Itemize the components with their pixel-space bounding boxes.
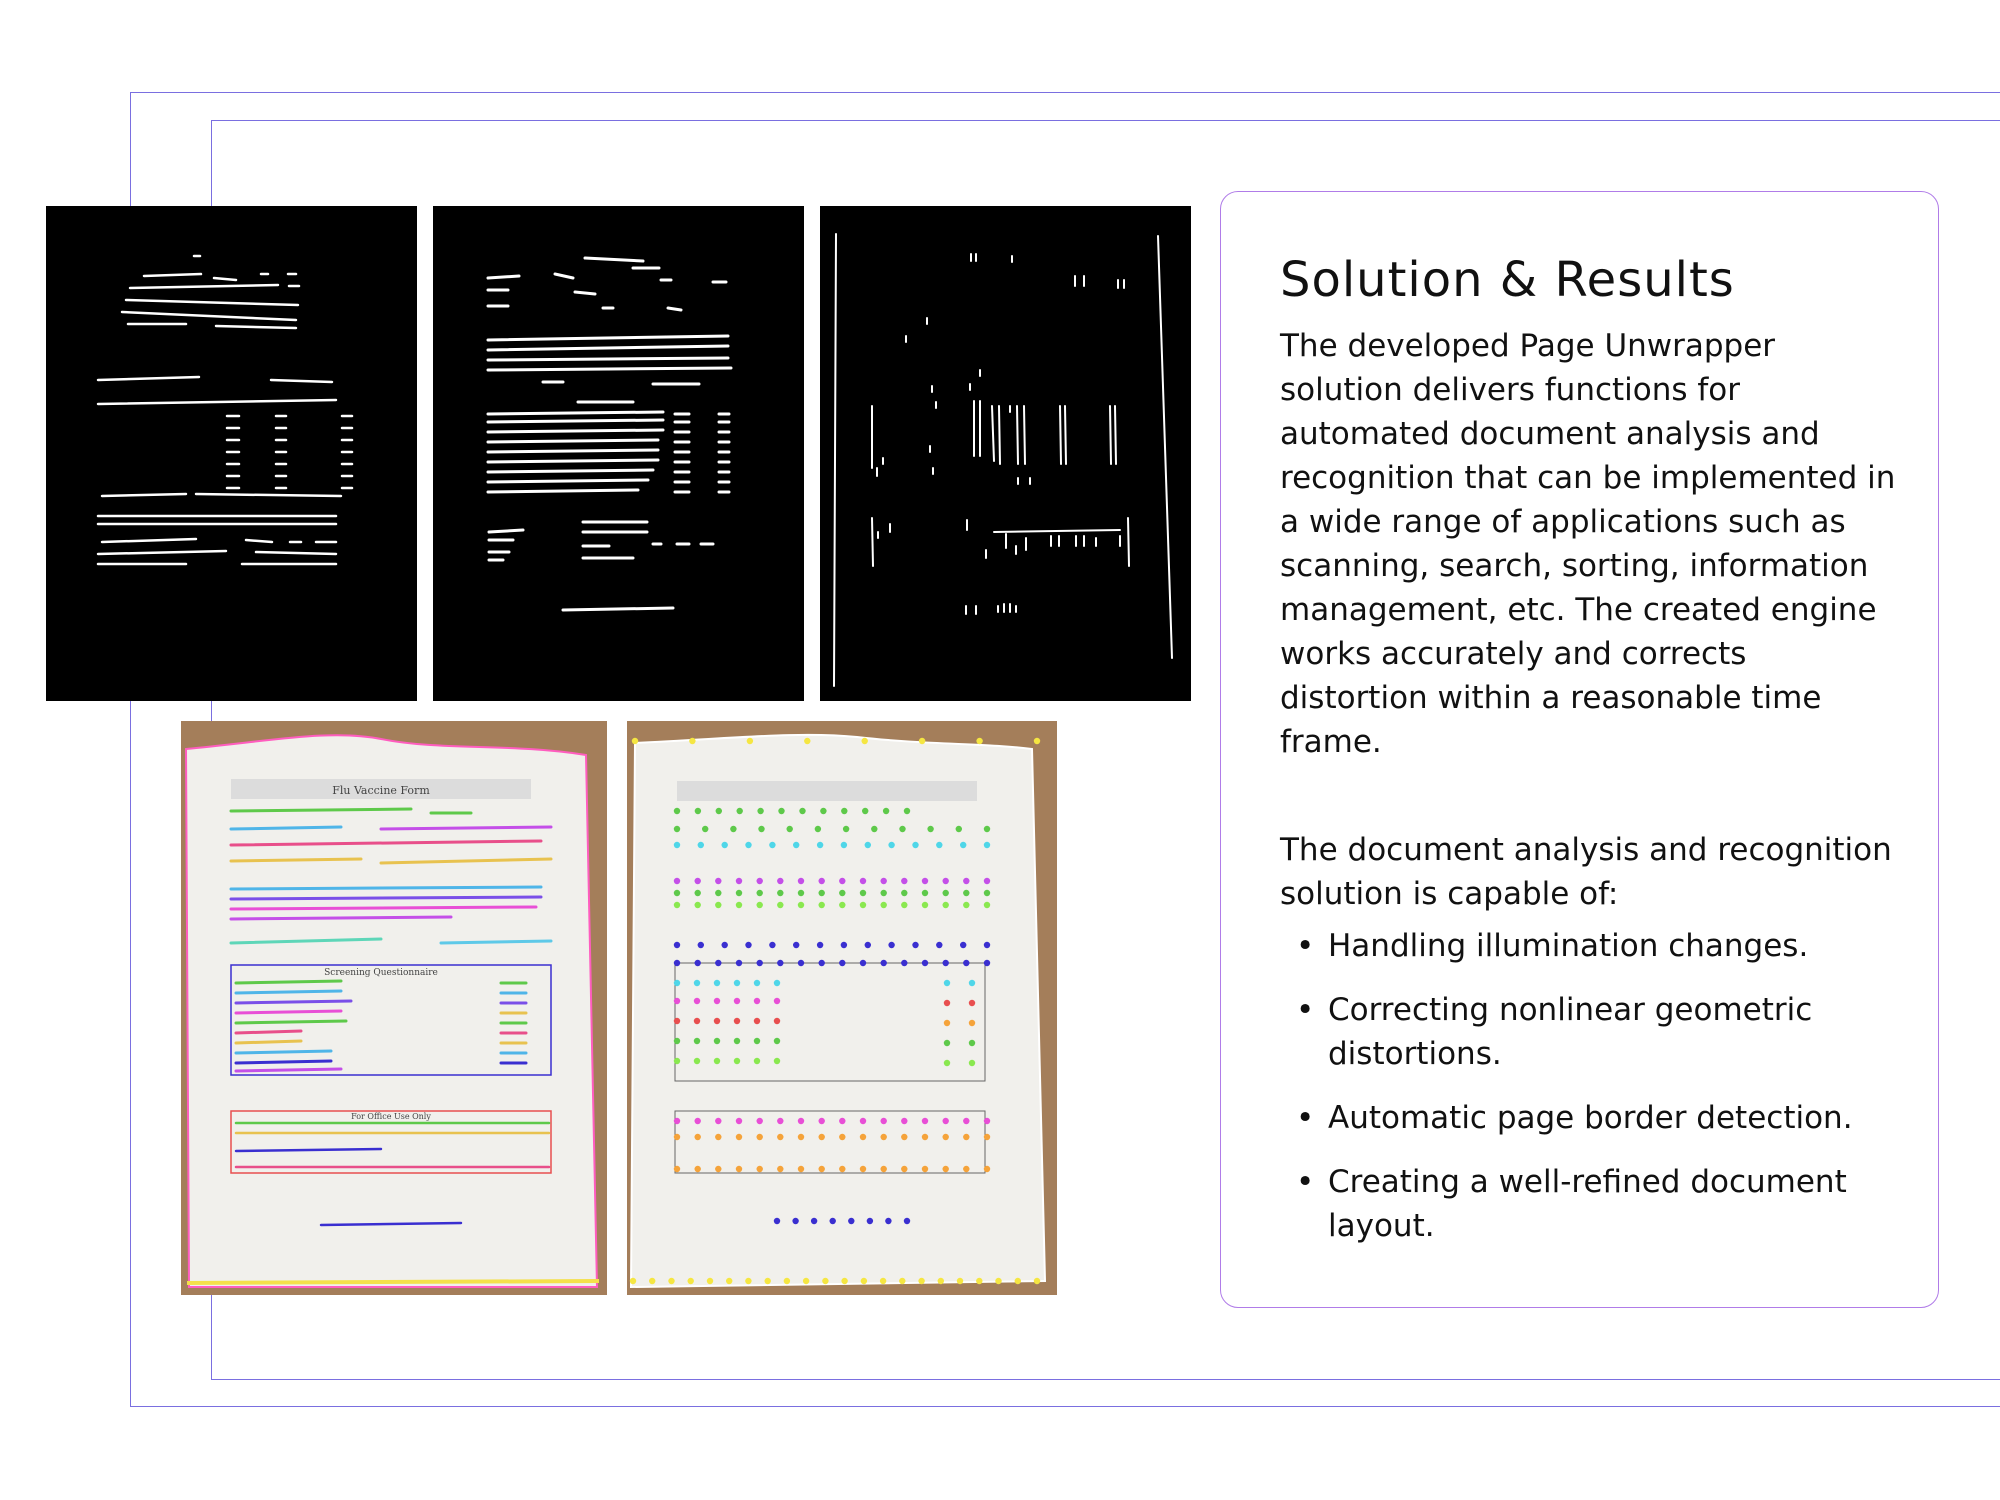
keypoint-dot [860, 890, 866, 896]
keypoint-dot [730, 826, 736, 832]
keypoint-dot [798, 890, 804, 896]
keypoint-dot [984, 1166, 990, 1172]
keypoint-dot [747, 738, 753, 744]
keypoint-dot [694, 1038, 700, 1044]
keypoint-dot [734, 980, 740, 986]
capability-text: Handling illumination changes. [1328, 928, 1809, 964]
keypoint-dot [774, 1058, 780, 1064]
keypoint-dot [976, 1278, 982, 1284]
keypoint-dot [963, 1166, 969, 1172]
capability-item [1280, 1096, 1920, 1140]
keypoint-dot [881, 1118, 887, 1124]
keypoint-dot [817, 842, 823, 848]
keypoint-dot [707, 1278, 713, 1284]
keypoint-dot [715, 902, 721, 908]
keypoint-dot [777, 890, 783, 896]
keypoint-dot [757, 960, 763, 966]
flu-form-line-detection-photo [181, 721, 607, 1295]
keypoint-dot [737, 808, 743, 814]
keypoint-dot [839, 960, 845, 966]
keypoint-dot [714, 1058, 720, 1064]
keypoint-dot [689, 738, 695, 744]
keypoint-dot [960, 942, 966, 948]
keypoint-dot [841, 808, 847, 814]
keypoint-dot [715, 1134, 721, 1140]
keypoint-dot [881, 960, 887, 966]
keypoint-dot [922, 1134, 928, 1140]
keypoint-dot [674, 980, 680, 986]
keypoint-dot [674, 1166, 680, 1172]
keypoint-dot [969, 1020, 975, 1026]
keypoint-dot [787, 826, 793, 832]
keypoint-dot [830, 1218, 836, 1224]
keypoint-dot [885, 1218, 891, 1224]
keypoint-dot [715, 960, 721, 966]
keypoint-dot [904, 1218, 910, 1224]
keypoint-dot [777, 1166, 783, 1172]
keypoint-dot [715, 1118, 721, 1124]
keypoint-dot [861, 1278, 867, 1284]
keypoint-dot [674, 1118, 680, 1124]
keypoint-dot [754, 1058, 760, 1064]
keypoint-dot [881, 1166, 887, 1172]
keypoint-dot [774, 998, 780, 1004]
keypoint-dot [695, 1118, 701, 1124]
capability-text: Creating a well-refined document layout. [1328, 1164, 1847, 1244]
text-lines-mask-svg [46, 206, 417, 701]
text-blocks-mask-image [433, 206, 804, 701]
office-heading-text: For Office Use Only [351, 1112, 431, 1121]
keypoint-dot [841, 842, 847, 848]
keypoint-dot [943, 1166, 949, 1172]
keypoint-dot [714, 1038, 720, 1044]
keypoint-dot [777, 960, 783, 966]
keypoint-dot [774, 1018, 780, 1024]
keypoint-dot [963, 1134, 969, 1140]
keypoint-dot [803, 1278, 809, 1284]
keypoint-dot [745, 1278, 751, 1284]
keypoint-dot [722, 842, 728, 848]
keypoint-dot [944, 980, 950, 986]
keypoint-dot [944, 1060, 950, 1066]
keypoint-dot [984, 902, 990, 908]
section-title: Solution & Results [1280, 252, 1735, 308]
keypoint-dot [839, 878, 845, 884]
keypoint-dot [758, 826, 764, 832]
keypoint-dot [736, 902, 742, 908]
bullet-icon: • [1296, 1100, 1315, 1136]
text-lines-mask-image [46, 206, 417, 701]
keypoint-dot [695, 1166, 701, 1172]
keypoint-dot [799, 808, 805, 814]
keypoint-dot [674, 998, 680, 1004]
keypoint-dot [839, 902, 845, 908]
keypoint-dot [927, 826, 933, 832]
keypoint-dot [943, 902, 949, 908]
keypoint-dot [702, 826, 708, 832]
keypoint-dot [674, 902, 680, 908]
keypoint-dot [976, 738, 982, 744]
text-blocks-mask-svg [433, 206, 804, 701]
keypoint-dot [777, 1118, 783, 1124]
keypoint-dot [984, 826, 990, 832]
keypoint-dot [984, 1118, 990, 1124]
keypoint-dot [984, 1134, 990, 1140]
keypoint-dot [736, 1118, 742, 1124]
keypoint-dot [793, 842, 799, 848]
keypoint-dot [757, 878, 763, 884]
keypoint-dot [922, 960, 928, 966]
questionnaire-heading-text: Screening Questionnaire [324, 968, 438, 978]
keypoint-dot [774, 980, 780, 986]
keypoint-dot [811, 1218, 817, 1224]
keypoint-dot [839, 1166, 845, 1172]
keypoint-dot [944, 1040, 950, 1046]
keypoint-dot [757, 1166, 763, 1172]
keypoint-dot [919, 738, 925, 744]
keypoint-dot [912, 842, 918, 848]
keypoint-dot [843, 826, 849, 832]
keypoint-dot [798, 960, 804, 966]
keypoint-dot [668, 1278, 674, 1284]
keypoint-dot [984, 890, 990, 896]
keypoint-dot [695, 878, 701, 884]
keypoint-dot [901, 1134, 907, 1140]
keypoint-dot [860, 1166, 866, 1172]
keypoint-dot [736, 1166, 742, 1172]
keypoint-dot [745, 942, 751, 948]
keypoint-dot [963, 890, 969, 896]
keypoint-dot [798, 1134, 804, 1140]
keypoint-dot [694, 1058, 700, 1064]
keypoint-dot [848, 1218, 854, 1224]
keypoint-dot [694, 980, 700, 986]
keypoint-dot [715, 878, 721, 884]
keypoint-dot [901, 878, 907, 884]
keypoint-dot [694, 998, 700, 1004]
keypoint-dot [865, 942, 871, 948]
keypoint-dot [745, 842, 751, 848]
keypoint-dot [798, 1118, 804, 1124]
keypoint-dot [963, 878, 969, 884]
keypoint-dot [984, 942, 990, 948]
keypoint-dot [674, 808, 680, 814]
form-title-text: Flu Vaccine Form [332, 784, 430, 797]
keypoint-dot [860, 960, 866, 966]
capability-text: Correcting nonlinear geometric distortions. [1328, 992, 1813, 1072]
keypoint-dot [715, 890, 721, 896]
keypoint-dot [901, 1118, 907, 1124]
keypoint-dot [754, 998, 760, 1004]
keypoint-dot [774, 1038, 780, 1044]
keypoint-dot [757, 1118, 763, 1124]
keypoint-dot [674, 1134, 680, 1140]
keypoint-dot [995, 1278, 1001, 1284]
keypoint-dot [694, 1018, 700, 1024]
keypoint-dot [1034, 738, 1040, 744]
keypoint-dot [736, 890, 742, 896]
keypoint-dot [960, 842, 966, 848]
keypoint-dot [792, 1218, 798, 1224]
keypoint-dot [984, 842, 990, 848]
keypoint-dot [674, 826, 680, 832]
keypoint-dot [969, 1060, 975, 1066]
keypoint-dot [860, 878, 866, 884]
bullet-icon: • [1296, 928, 1315, 964]
keypoint-dot [912, 942, 918, 948]
keypoint-dot [984, 878, 990, 884]
keypoint-dot [734, 1018, 740, 1024]
keypoint-dot [904, 808, 910, 814]
keypoint-dot [839, 1134, 845, 1140]
keypoint-dot [819, 902, 825, 908]
keypoint-dot [674, 960, 680, 966]
keypoint-dot [969, 1000, 975, 1006]
keypoint-dot [778, 808, 784, 814]
keypoint-dot [822, 1278, 828, 1284]
keypoint-dot [793, 942, 799, 948]
keypoint-dot [819, 1166, 825, 1172]
keypoint-dot [698, 942, 704, 948]
keypoint-dot [674, 878, 680, 884]
keypoint-dot [695, 808, 701, 814]
keypoint-dot [757, 1134, 763, 1140]
keypoint-dot [841, 1278, 847, 1284]
keypoint-dot [804, 738, 810, 744]
keypoint-dot [901, 890, 907, 896]
keypoint-dot [734, 1038, 740, 1044]
keypoint-dot [754, 980, 760, 986]
flu-form-line-detection-svg [181, 721, 607, 1295]
keypoint-dot [714, 980, 720, 986]
keypoint-dot [819, 1134, 825, 1140]
keypoint-dot [798, 902, 804, 908]
keypoint-dot [674, 1058, 680, 1064]
keypoint-dot [815, 826, 821, 832]
keypoint-dot [726, 1278, 732, 1284]
keypoint-dot [918, 1278, 924, 1284]
keypoint-dot [820, 808, 826, 814]
keypoint-dot [936, 842, 942, 848]
keypoint-dot [969, 980, 975, 986]
keypoint-dot [734, 998, 740, 1004]
keypoint-dot [1015, 1278, 1021, 1284]
keypoint-dot [716, 808, 722, 814]
keypoint-dot [922, 902, 928, 908]
capability-item [1280, 988, 1920, 1076]
keypoint-dot [695, 1134, 701, 1140]
keypoint-dot [871, 826, 877, 832]
keypoint-dot [798, 1166, 804, 1172]
keypoint-dot [819, 960, 825, 966]
keypoint-dot [736, 960, 742, 966]
keypoint-dot [695, 890, 701, 896]
keypoint-dot [963, 902, 969, 908]
keypoint-dot [943, 1134, 949, 1140]
keypoint-dot [715, 1166, 721, 1172]
solution-description: The developed Page Unwrapper solution delivers functions for automated document analysis and recognition that can be implemented in a wide range of applications such as scanning, search, sorting, information management, etc. The created engine works accurately and corrects distortion within a reasonable time frame. [1280, 328, 1896, 760]
keypoint-dot [757, 902, 763, 908]
keypoint-dot [784, 1278, 790, 1284]
keypoint-dot [819, 878, 825, 884]
keypoint-dot [881, 890, 887, 896]
keypoint-dot [901, 1166, 907, 1172]
keypoint-dot [674, 942, 680, 948]
keypoint-dot [695, 960, 701, 966]
keypoint-dot [769, 942, 775, 948]
keypoint-dot [943, 1118, 949, 1124]
keypoint-dot [674, 1038, 680, 1044]
keypoint-dot [632, 738, 638, 744]
keypoint-dot [943, 960, 949, 966]
keypoint-dot [984, 960, 990, 966]
keypoint-dot [777, 878, 783, 884]
keypoint-dot [754, 1038, 760, 1044]
keypoint-dot [674, 842, 680, 848]
capability-item [1280, 924, 1920, 968]
keypoint-dot [860, 902, 866, 908]
keypoint-dot [922, 1166, 928, 1172]
keypoint-dot [881, 1134, 887, 1140]
keypoint-dot [899, 1278, 905, 1284]
keypoint-dot [722, 942, 728, 948]
keypoint-dot [963, 1118, 969, 1124]
keypoint-dot [963, 960, 969, 966]
keypoint-dot [736, 1134, 742, 1140]
vertical-edges-mask-image [820, 206, 1191, 701]
keypoint-dot [695, 902, 701, 908]
keypoint-dot [944, 1020, 950, 1026]
keypoint-dot [688, 1278, 694, 1284]
keypoint-dot [819, 1118, 825, 1124]
keypoint-dot [674, 890, 680, 896]
keypoint-dot [862, 738, 868, 744]
keypoint-dot [734, 1058, 740, 1064]
capabilities-list [1280, 924, 1920, 1268]
keypoint-dot [901, 960, 907, 966]
keypoint-dot [957, 1278, 963, 1284]
vertical-edges-mask-svg [820, 206, 1191, 701]
capabilities-intro: The document analysis and recognition solution is capable of: [1280, 832, 1892, 912]
keypoint-dot [649, 1278, 655, 1284]
keypoint-dot [630, 1278, 636, 1284]
keypoint-dot [865, 842, 871, 848]
keypoint-dot [956, 826, 962, 832]
keypoint-dot [862, 808, 868, 814]
keypoint-dot [899, 826, 905, 832]
keypoint-dot [777, 902, 783, 908]
keypoint-dot [736, 878, 742, 884]
keypoint-dot [754, 1018, 760, 1024]
capability-text: Automatic page border detection. [1328, 1100, 1853, 1136]
keypoint-dot [714, 1018, 720, 1024]
keypoint-dot [817, 942, 823, 948]
capability-item [1280, 1160, 1920, 1248]
keypoint-dot [819, 890, 825, 896]
keypoint-dot [883, 808, 889, 814]
keypoint-dot [777, 1134, 783, 1140]
keypoint-dot [757, 808, 763, 814]
keypoint-dot [901, 902, 907, 908]
keypoint-dot [943, 878, 949, 884]
keypoint-dot [769, 842, 775, 848]
keypoint-dot [922, 890, 928, 896]
keypoint-dot [867, 1218, 873, 1224]
keypoint-dot [888, 842, 894, 848]
keypoint-dot [969, 1040, 975, 1046]
keypoint-dot [888, 942, 894, 948]
bullet-icon: • [1296, 992, 1315, 1028]
keypoint-dot [757, 890, 763, 896]
keypoint-dot [774, 1218, 780, 1224]
keypoint-dot [860, 1134, 866, 1140]
keypoint-dot [698, 842, 704, 848]
keypoint-dot [765, 1278, 771, 1284]
flu-form-keypoint-detection-svg [627, 721, 1057, 1295]
keypoint-dot [798, 878, 804, 884]
keypoint-dot [922, 878, 928, 884]
keypoint-dot [881, 878, 887, 884]
keypoint-dot [1034, 1278, 1040, 1284]
keypoint-dot [944, 1000, 950, 1006]
keypoint-dot [860, 1118, 866, 1124]
keypoint-dot [938, 1278, 944, 1284]
keypoint-dot [943, 890, 949, 896]
keypoint-dot [674, 1018, 680, 1024]
keypoint-dot [922, 1118, 928, 1124]
keypoint-dot [936, 942, 942, 948]
keypoint-dot [841, 942, 847, 948]
keypoint-dot [880, 1278, 886, 1284]
keypoint-dot [839, 890, 845, 896]
keypoint-dot [839, 1118, 845, 1124]
keypoint-dot [881, 902, 887, 908]
keypoint-dot [714, 998, 720, 1004]
flu-form-keypoint-detection-photo [627, 721, 1057, 1295]
bullet-icon: • [1296, 1164, 1315, 1200]
